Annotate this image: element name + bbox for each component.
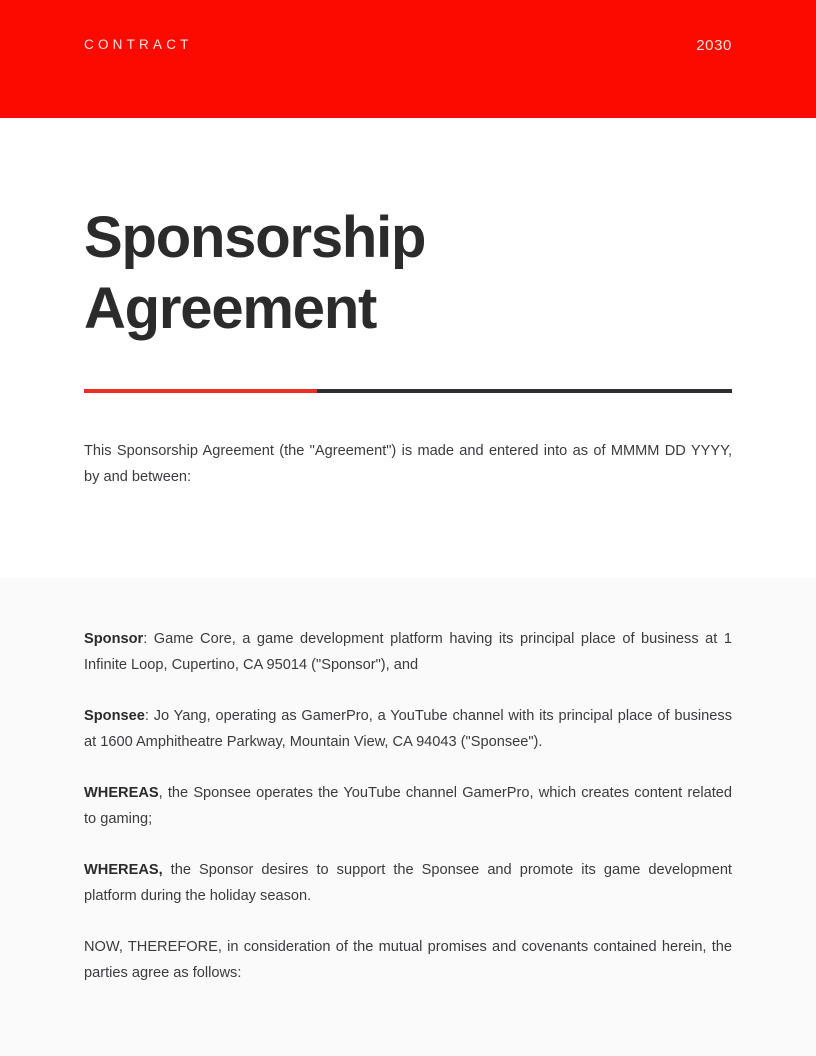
whereas-clause-1 [84,780,732,832]
document-parties-section [0,578,816,1056]
whereas-1-body: , the Sponsee operates the YouTube channel GamerPro, which creates content related to gaming; [84,785,732,827]
document-year-label: 2030 [696,36,732,54]
page-title-line-1: Sponsorship [84,205,426,270]
sponsee-label: Sponsee [84,708,145,724]
whereas-clause-2 [84,857,732,909]
document-type-label: CONTRACT [84,37,193,53]
document-header-band [0,0,816,118]
whereas-2-body: the Sponsor desires to support the Sponsee and promote its game development platform during the holiday season. [84,862,732,904]
divider-accent-segment [84,389,317,393]
sponsor-paragraph [84,626,732,678]
parties-and-recitals-block [84,626,732,986]
document-upper-section [0,118,816,578]
page-title [84,203,684,345]
header-content-row [84,0,732,118]
sponsee-details: : Jo Yang, operating as GamerPro, a YouTube channel with its principal place of business at 1600 Amphitheatre Parkway, Mountain View, CA 94043 ("Sponsee"). [84,708,732,750]
sponsor-details: : Game Core, a game development platform having its principal place of business at 1 Infinite Loop, Cupertino, CA 95014 ("Sponsor"), and [84,631,732,673]
sponsee-paragraph [84,703,732,755]
whereas-2-lead: WHEREAS, [84,862,163,878]
title-divider-rule [84,389,732,393]
page-title-line-2: Agreement [84,275,377,341]
now-therefore-clause: NOW, THEREFORE, in consideration of the mutual promises and covenants contained herein, the parties agree as follows: [84,939,732,981]
sponsor-label: Sponsor [84,631,144,647]
agreement-intro-paragraph: This Sponsorship Agreement (the "Agreement") is made and entered into as of MMMM DD YYYY, by and between: [84,443,732,485]
divider-base-segment [317,389,732,393]
whereas-1-lead: WHEREAS [84,785,159,801]
